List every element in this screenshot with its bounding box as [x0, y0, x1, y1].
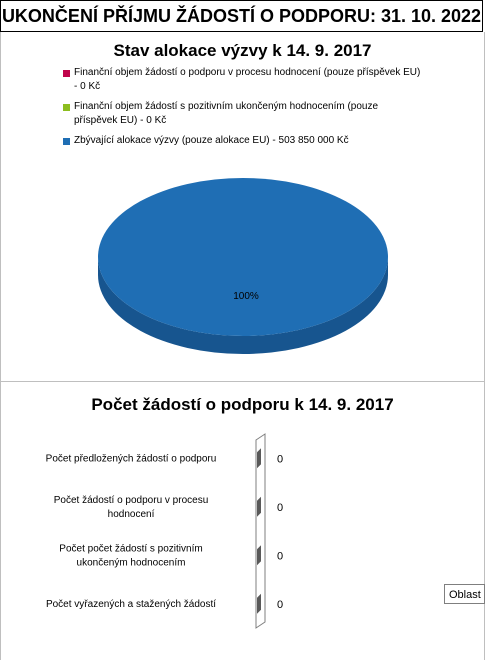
- bar-data-label: 0: [276, 598, 284, 611]
- allocation-chart-panel[interactable]: [0, 32, 485, 382]
- bar-data-label: 0: [276, 501, 284, 514]
- legend-label-3: Zbývající alokace výzvy (pouze alokace EU) - 503 850 000 Kč: [74, 135, 349, 146]
- legend-label-2: Finanční objem žádostí s pozitivním ukončeným hodnocením (pouze příspěvek EU) - 0 Kč: [74, 101, 379, 126]
- legend-label-1: Finanční objem žádostí o podporu v procesu hodnocení (pouze příspěvek EU) - 0 Kč: [74, 67, 421, 92]
- bar-category-label: Počet počet žádostí s pozitivním ukončeným hodnocením: [59, 543, 203, 569]
- pie-slice: [98, 178, 388, 336]
- pie-data-label: 100%: [233, 291, 259, 302]
- bar-category-label: Počet žádostí o podporu v procesu hodnocení: [53, 494, 209, 520]
- bar-category-label: Počet vyřazených a stažených žádostí: [45, 598, 217, 610]
- pie-chart: [1, 32, 485, 382]
- applications-chart-panel[interactable]: [0, 382, 485, 660]
- page-title: UKONČENÍ PŘÍJMU ŽÁDOSTÍ O PODPORU: 31. 10. 2022: [1, 5, 482, 26]
- bar-data-label: 0: [276, 550, 284, 563]
- bar-category-label: Počet předložených žádostí o podporu: [45, 453, 217, 465]
- applications-chart-title: Počet žádostí o podporu k 14. 9. 2017: [91, 395, 394, 414]
- allocation-chart-title: Stav alokace výzvy k 14. 9. 2017: [113, 41, 372, 60]
- page-header: [0, 0, 483, 32]
- bar-chart: [1, 382, 485, 660]
- bar-data-label: 0: [276, 453, 284, 466]
- chart-area-tooltip: Oblast: [444, 584, 485, 604]
